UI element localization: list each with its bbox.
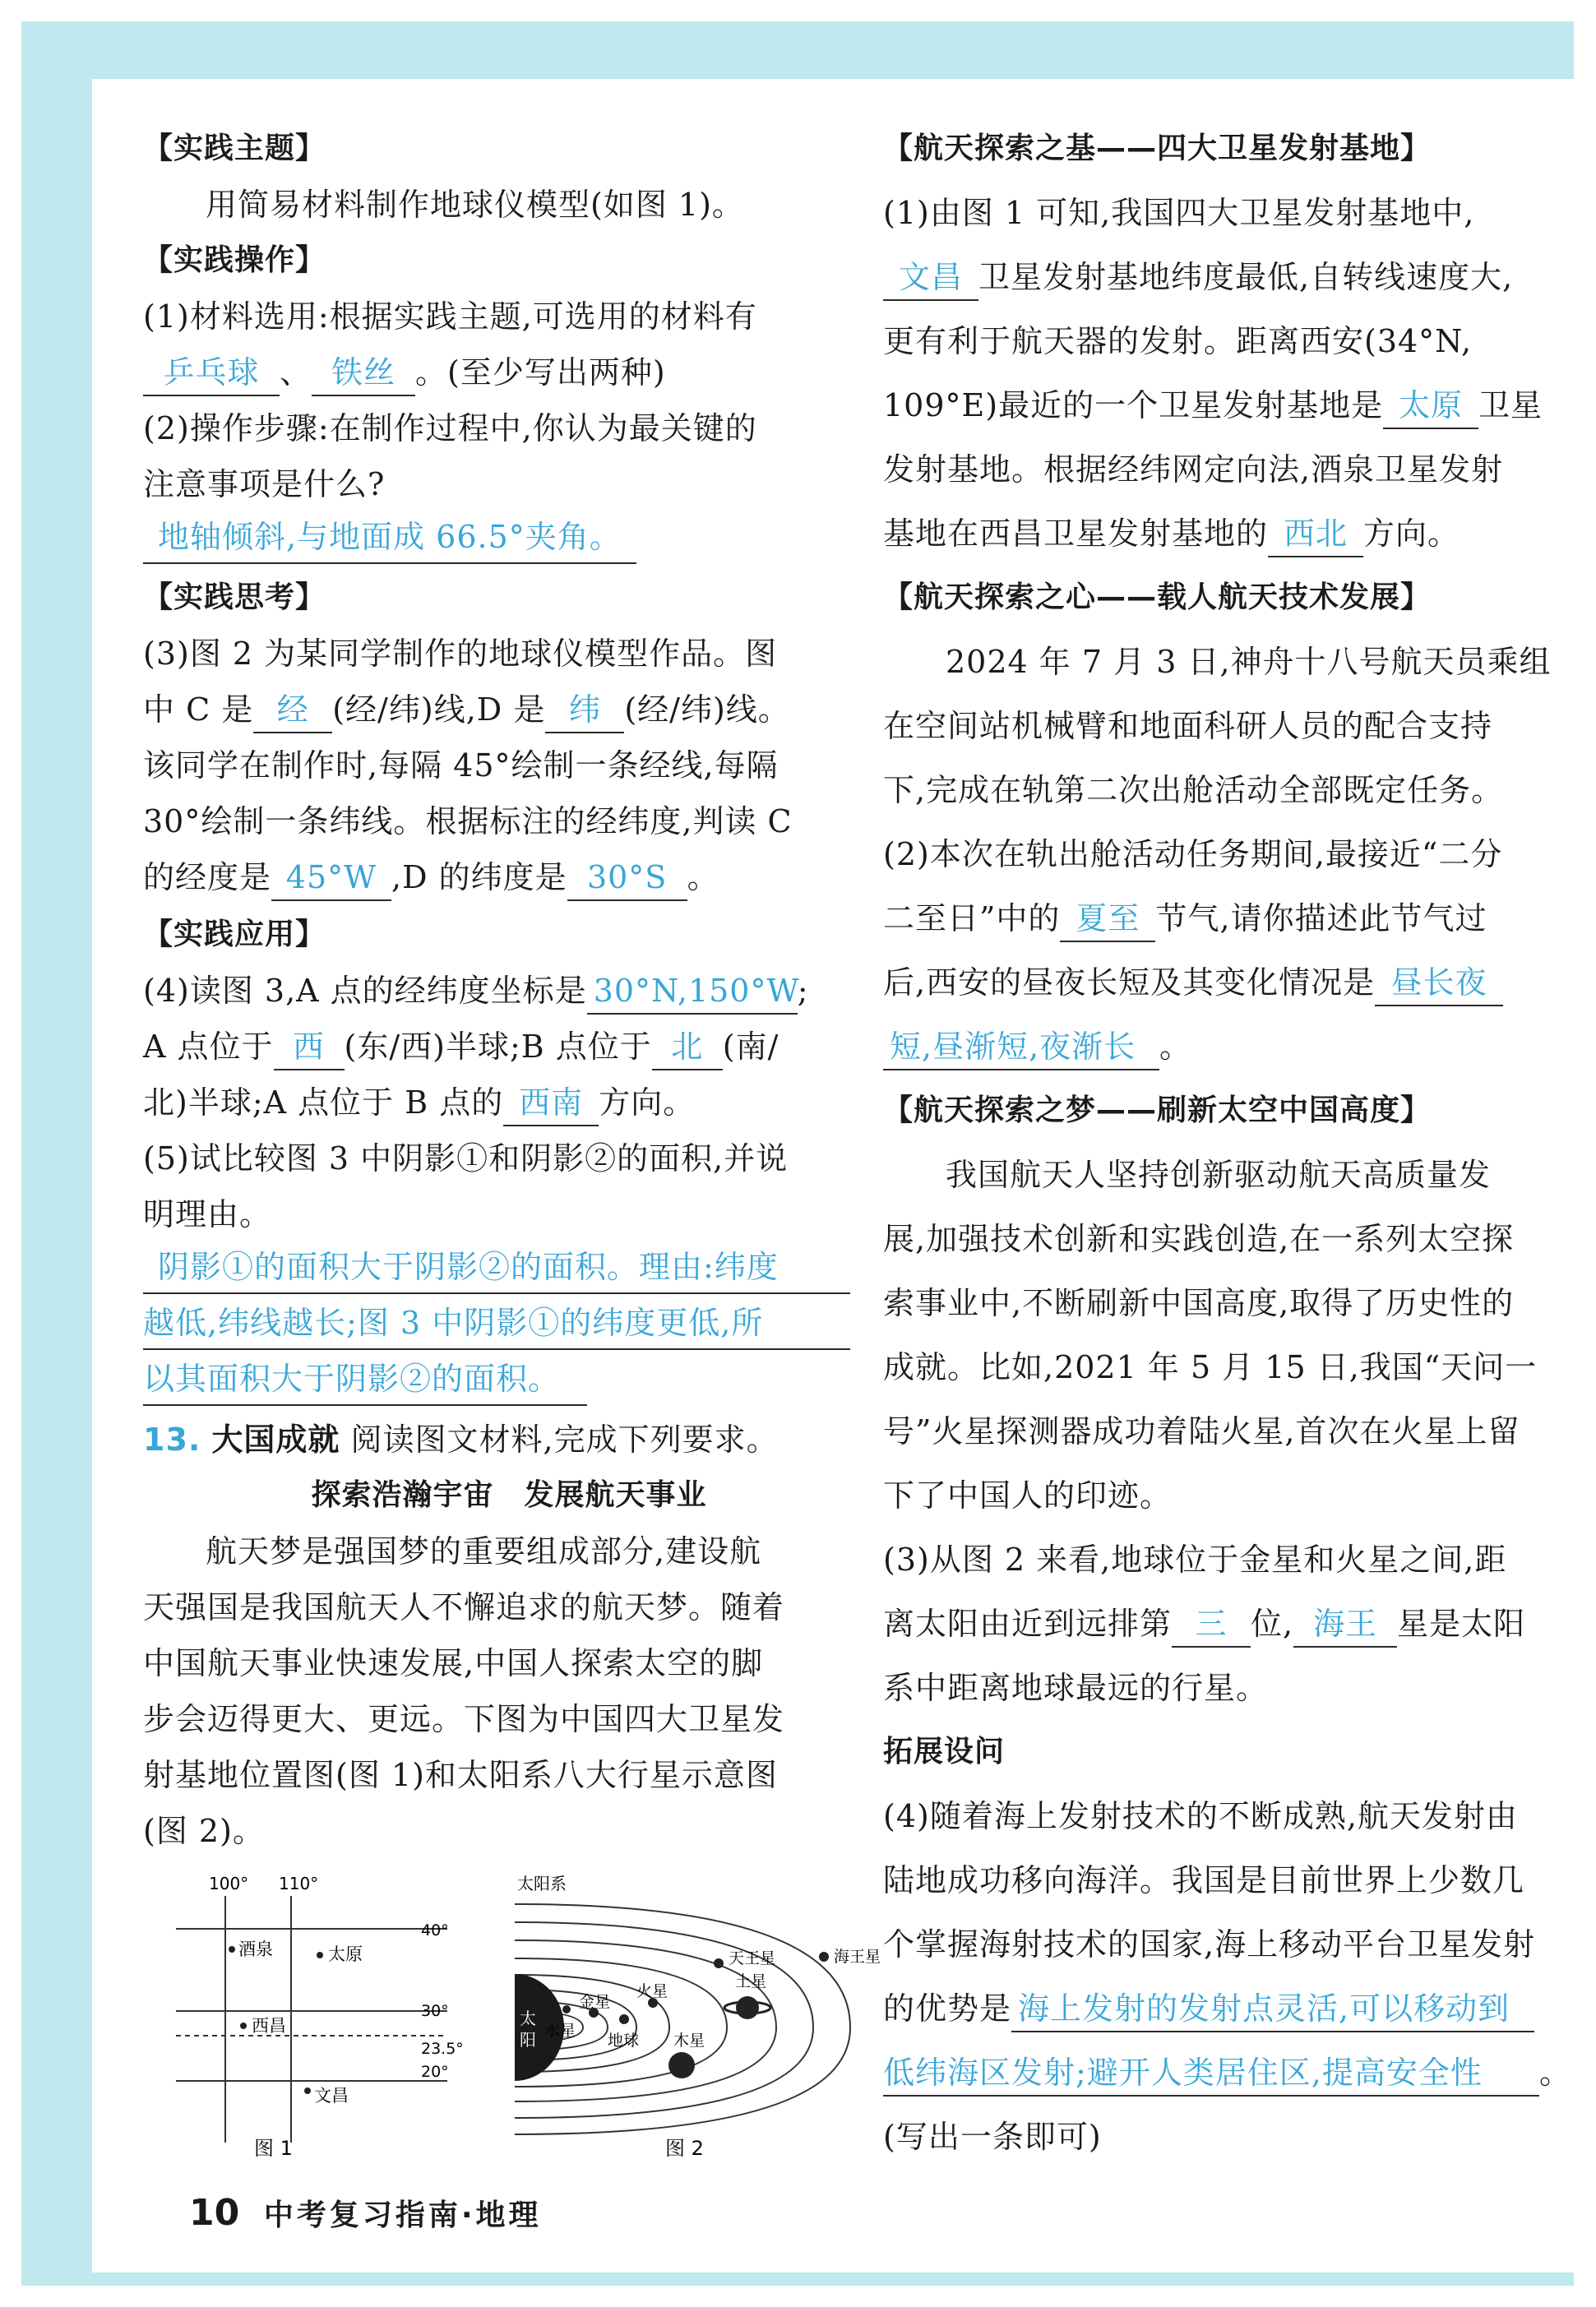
passage-line: 号”火星探测器成功着陆火星,首次在火星上留 [883, 1413, 1520, 1449]
site-label: 文昌 [314, 2086, 349, 2106]
answer-blank: 短,昼渐短,夜渐长 [883, 1024, 1159, 1070]
question-text: (5)试比较图 3 中阴影①和阴影②的面积,并说 [143, 1140, 789, 1177]
question-text: (3)从图 2 来看,地球位于金星和火星之间,距 [883, 1542, 1507, 1578]
question-tag: 大国成就 [211, 1422, 340, 1458]
lat-label: 20° [421, 2063, 449, 2081]
text: 的经度是 [143, 859, 272, 895]
text: ,D 的纬度是 [391, 859, 567, 895]
answer-blank: 西 [274, 1024, 345, 1070]
section-title: 【航天探索之心——载人航天技术发展】 [883, 580, 1432, 614]
question-line [143, 681, 875, 738]
question-text: 系中距离地球最远的行星。 [883, 1670, 1269, 1706]
planet-dot [562, 2005, 571, 2013]
sun-label: 太 [520, 2009, 536, 2028]
figure-2-solar-system [505, 1871, 881, 2167]
passage-line: 下了中国人的印迹。 [883, 1477, 1173, 1514]
text: (东/西)半球;B 点位于 [344, 1029, 652, 1065]
answer-blank: 西南 [503, 1080, 599, 1126]
answer-line [143, 1241, 850, 1294]
question-line [883, 505, 1566, 562]
text: 后,西安的昼夜长短及其变化情况是 [883, 964, 1376, 1001]
text: 的优势是 [883, 1990, 1012, 2027]
question-text: (1)由图 1 可知,我国四大卫星发射基地中, [883, 195, 1475, 231]
passage-line: 下,完成在轨第二次出舱活动全部既定任务。 [883, 772, 1504, 808]
text: 中 C 是 [143, 691, 254, 728]
question-line [883, 248, 1566, 306]
passage-line: 成就。比如,2021 年 5 月 15 日,我国“天问一 [883, 1349, 1538, 1385]
text: 方向。 [1363, 515, 1460, 552]
answer-text: 越低,纬线越长;图 3 中阴影①的纬度更低,所 [143, 1297, 850, 1350]
question-text: 发射基地。根据经纬网定向法,酒泉卫星发射 [883, 451, 1504, 488]
answer-blank: 三 [1172, 1602, 1251, 1648]
text: 星是太阳 [1397, 1606, 1526, 1642]
answer-text: 地轴倾斜,与地面成 66.5°夹角。 [143, 511, 636, 564]
passage-line: 在空间站机械臂和地面科研人员的配合支持 [883, 708, 1493, 744]
planet-label: 水星 [544, 2022, 576, 2040]
answer-text: 以其面积大于阴影②的面积。 [143, 1353, 587, 1406]
answer-blank: 夏至 [1060, 896, 1155, 942]
site-label: 太原 [328, 1944, 363, 1964]
passage-line: 展,加强技术创新和实践创造,在一系列太空探 [883, 1221, 1515, 1257]
question-line [883, 890, 1566, 947]
question-line [883, 1595, 1566, 1653]
paragraph-line: 用简易材料制作地球仪模型(如图 1)。 [206, 187, 744, 223]
question-header [143, 1411, 875, 1468]
text: 基地在西昌卫星发射基地的 [883, 515, 1269, 552]
lon-label: 100° [209, 1874, 249, 1893]
section-title: 【实践主题】 [143, 132, 326, 165]
answer-blank: 45°W [271, 855, 391, 901]
figure-title: 太阳系 [517, 1874, 567, 1893]
question-line [143, 344, 875, 401]
question-note: (写出一条即可) [883, 2119, 1102, 2155]
lon-label: 110° [279, 1874, 319, 1893]
answer-blank: 30°N,150°W [587, 969, 798, 1015]
text: 北)半球;A 点位于 B 点的 [143, 1084, 504, 1121]
question-text: (4)随着海上发射技术的不断成熟,航天发射由 [883, 1798, 1518, 1834]
text: 卫星发射基地纬度最低,自转线速度大, [978, 259, 1514, 295]
answer-blank: 北 [652, 1024, 723, 1070]
question-line [883, 2044, 1572, 2101]
site-label: 酒泉 [238, 1939, 273, 1959]
text: (经/纬)线,D 是 [332, 691, 546, 728]
text: 节气,请你描述此节气过 [1155, 900, 1487, 936]
document-page [92, 79, 1579, 2272]
text: 109°E)最近的一个卫星发射基地是 [883, 387, 1384, 423]
question-text: 注意事项是什么? [143, 466, 386, 502]
question-line [143, 962, 875, 1019]
passage-line: 航天梦是强国梦的重要组成部分,建设航 [206, 1533, 762, 1570]
passage-title: 探索浩瀚宇宙 发展航天事业 [311, 1478, 707, 1512]
site-dot [304, 2087, 311, 2094]
question-text: (2)操作步骤:在制作过程中,你认为最关键的 [143, 410, 757, 446]
text: 离太阳由近到远排第 [883, 1606, 1173, 1642]
text: 位, [1251, 1606, 1294, 1642]
site-dot [317, 1952, 323, 1958]
question-line [143, 1018, 875, 1075]
answer-text: 阴影①的面积大于阴影②的面积。理由:纬度 [143, 1241, 850, 1294]
section-title: 【实践思考】 [143, 580, 326, 614]
passage-line: 天强国是我国航天人不懈追求的航天梦。随着 [143, 1589, 785, 1625]
lat-label: 23.5° [421, 2040, 464, 2058]
question-line [143, 1074, 875, 1131]
answer-blank: 乒乓球 [143, 350, 280, 396]
text: 。 [687, 859, 719, 895]
answer-blank: 文昌 [883, 255, 978, 301]
book-title: 中考复习指南·地理 [263, 2198, 542, 2232]
question-line [883, 954, 1566, 1011]
lat-label: 30° [421, 2002, 449, 2020]
text: 方向。 [599, 1084, 696, 1121]
question-text: 更有利于航天器的发射。距离西安(34°N, [883, 323, 1473, 359]
answer-blank: 昼长夜 [1375, 960, 1503, 1006]
answer-line [143, 1353, 587, 1406]
planet-label: 金星 [579, 1993, 611, 2011]
site-dot [240, 2023, 247, 2029]
site-label: 西昌 [252, 2016, 286, 2036]
answer-blank: 海王 [1293, 1602, 1397, 1648]
text: 阅读图文材料,完成下列要求。 [350, 1422, 779, 1458]
question-line [883, 377, 1566, 434]
section-title: 【航天探索之基——四大卫星发射基地】 [883, 132, 1432, 165]
text: (经/纬)线。 [624, 691, 790, 728]
planet-dot [714, 1958, 724, 1968]
question-number: 13. [143, 1422, 201, 1458]
figure-caption: 图 1 [254, 2137, 293, 2160]
text: ; [797, 973, 809, 1009]
sun-label: 阳 [520, 2030, 536, 2050]
planet-label: 火星 [636, 1982, 668, 2000]
answer-blank: 30°S [567, 855, 687, 901]
passage-line: (图 2)。 [143, 1813, 265, 1849]
question-line [883, 1980, 1566, 2037]
question-text: 该同学在制作时,每隔 45°绘制一条经线,每隔 [143, 747, 779, 784]
answer-line [143, 1297, 850, 1350]
text: A 点位于 [143, 1029, 274, 1065]
answer-blank: 西北 [1268, 511, 1363, 557]
text: (南/ [722, 1029, 779, 1065]
subsection-title: 拓展设问 [883, 1735, 1006, 1768]
planet-dot [668, 2052, 695, 2078]
passage-line: 2024 年 7 月 3 日,神舟十八号航天员乘组 [946, 644, 1552, 680]
passage-line: 射基地位置图(图 1)和太阳系八大行星示意图 [143, 1757, 778, 1793]
planet-dot [619, 2014, 629, 2024]
text: 。 [1539, 2055, 1572, 2091]
figure-caption: 图 2 [665, 2137, 704, 2160]
site-dot [229, 1946, 235, 1953]
text: (4)读图 3,A 点的经纬度坐标是 [143, 973, 587, 1009]
planet-dot [819, 1952, 829, 1962]
lat-label: 40° [421, 1921, 449, 1939]
question-text: (1)材料选用:根据实践主题,可选用的材料有 [143, 298, 757, 335]
answer-blank: 低纬海区发射;避开人类居住区,提高安全性 [883, 2050, 1539, 2097]
question-text: 个掌握海射技术的国家,海上移动平台卫星发射 [883, 1926, 1536, 1963]
planet-label: 木星 [673, 2032, 705, 2050]
answer-blank: 纬 [545, 687, 624, 733]
figure-1-launch-sites-map [176, 1871, 505, 2167]
answer-blank: 太原 [1383, 383, 1478, 429]
question-text: (2)本次在轨出舱活动任务期间,最接近“二分 [883, 836, 1503, 872]
question-text: 30°绘制一条纬线。根据标注的经纬度,判读 C [143, 803, 793, 839]
planet-label: 天王星 [729, 1949, 776, 1967]
question-text: (3)图 2 为某同学制作的地球仪模型作品。图 [143, 636, 778, 672]
page-number: 10 [189, 2192, 240, 2234]
passage-line: 中国航天事业快速发展,中国人探索太空的脚 [143, 1645, 764, 1681]
passage-line: 步会迈得更大、更远。下图为中国四大卫星发 [143, 1701, 785, 1737]
section-title: 【实践应用】 [143, 918, 326, 951]
answer-blank: 铁丝 [312, 350, 415, 396]
text: 二至日”中的 [883, 900, 1061, 936]
answer-blank: 海上发射的发射点灵活,可以移动到 [1011, 1986, 1534, 2032]
question-text: 明理由。 [143, 1196, 272, 1232]
planet-label: 地球 [608, 2032, 640, 2050]
answer-blank: 经 [253, 687, 332, 733]
passage-line: 索事业中,不断刷新中国高度,取得了历史性的 [883, 1285, 1515, 1321]
text: 。(至少写出两种) [415, 354, 666, 391]
section-title: 【实践操作】 [143, 243, 326, 277]
planet-label: 土星 [735, 1972, 767, 1990]
section-title: 【航天探索之梦——刷新太空中国高度】 [883, 1093, 1432, 1127]
answer-line [143, 511, 636, 564]
text: 。 [1159, 1029, 1192, 1065]
question-text: 陆地成功移向海洋。我国是目前世界上少数几 [883, 1862, 1525, 1898]
text: 、 [280, 354, 312, 391]
text: 卫星 [1478, 387, 1543, 423]
page-footer [189, 2192, 542, 2234]
question-line [883, 1018, 1566, 1075]
question-line [143, 848, 875, 906]
planet-label: 海王星 [834, 1948, 881, 1966]
planet-dot [736, 1996, 759, 2019]
passage-line: 我国航天人坚持创新驱动航天高质量发 [946, 1157, 1492, 1193]
